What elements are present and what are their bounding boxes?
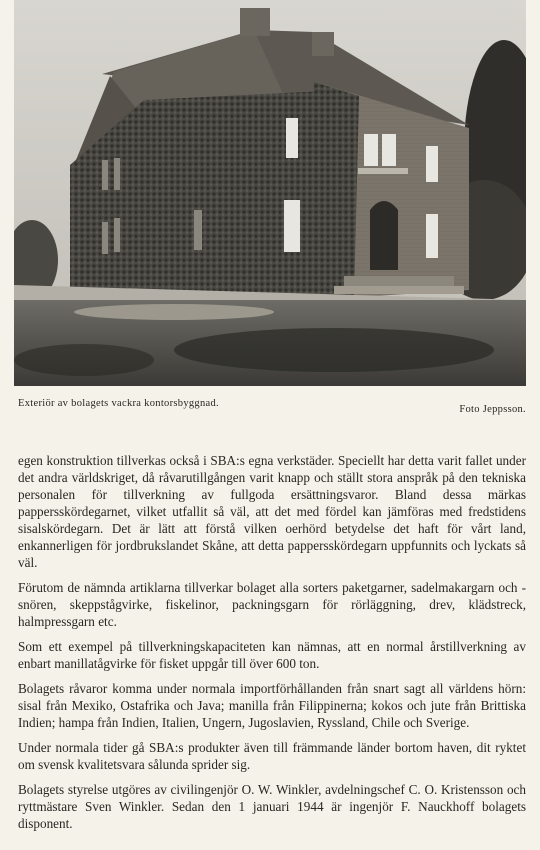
building-photo-icon xyxy=(14,0,526,386)
paragraph: Bolagets styrelse utgöres av civilingenjör O. W. Winkler, avdelningschef C. O. Kristensson och ryttmästare Sven Winkler. Sedan den 1 januari 1944 är ingenjör F. Nauckhoff bolagets disponent. xyxy=(18,782,526,831)
paragraph: egen konstruktion tillverkas också i SBA:s egna verkstäder. Speciellt har detta varit fallet under det andra världskriget, då råvarutillgången varit knapp och ställt stora anspråk på den tekniska personalen för tillverkning av fullgoda ersättningsvaror. Bland dessa märkas pappersskördegarnet, vilket utfallit så väl, att det med fördel kan jämföras med fredstidens sisalskördegarn. Det är lätt att förstå vilken oerhörd betydelse det haft för vårt land, enkannerligen för jordbrukslandet Skåne, att detta pappersskördegarn uppfunnits och lyckats så väl. xyxy=(18,453,526,570)
paragraph: Under normala tider gå SBA:s produkter även till främmande länder bortom haven, dit ryktet om svensk kvalitetsvara sålunda sprider sig. xyxy=(18,740,526,772)
paragraph: Som ett exempel på tillverkningskapaciteten kan nämnas, att en normal årstillverkning av enbart manillatågvirke för fisket uppgår till över 600 ton. xyxy=(18,639,526,671)
paragraph: Bolagets råvaror komma under normala importförhållanden från snart sagt all världens hörn: sisal från Mexiko, Ostafrika och Java; manilla från Filippinerna; kokos och jute från Brittiska Indien; hampa från Indien, Italien, Ungern, Jugoslavien, Ryssland, Chile och Sverige. xyxy=(18,681,526,730)
photo-caption: Exteriör av bolagets vackra kontorsbyggnad. xyxy=(18,398,219,409)
photo-credit: Foto Jeppsson. xyxy=(459,404,526,415)
article-body xyxy=(18,452,526,840)
building-photo xyxy=(14,0,526,386)
paragraph: Förutom de nämnda artiklarna tillverkar bolaget alla sorters paketgarner, sadelmakargarn och -snören, skeppstågvirke, fiskelinor, packningsgarn för rörläggning, drev, klädstreck, halmpressgarn etc. xyxy=(18,580,526,629)
